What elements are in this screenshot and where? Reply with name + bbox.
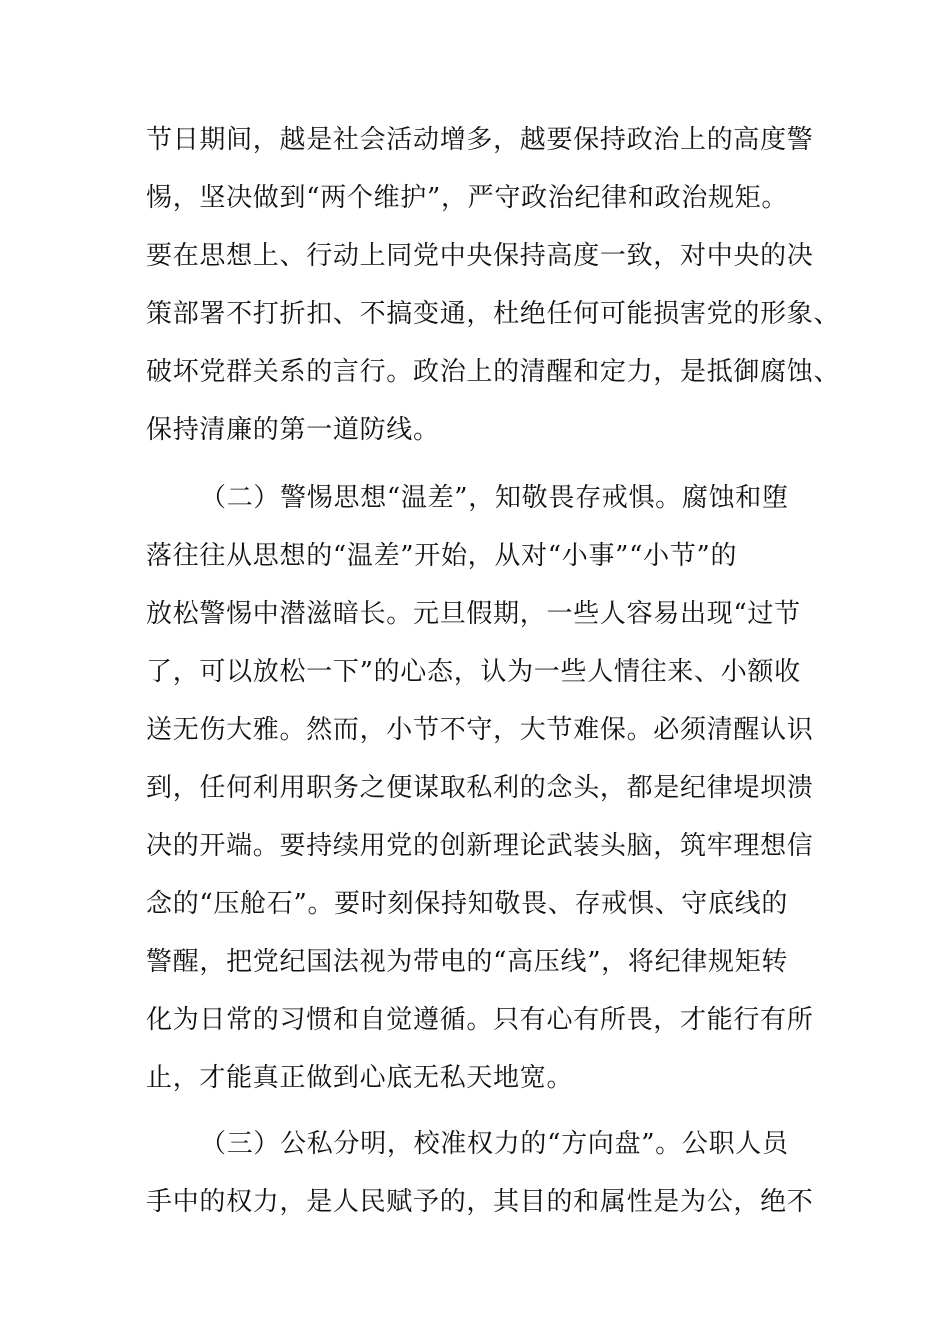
text-line: 送无伤大雅。然而，小节不守，大节难保。必须清醒认识 [146,715,814,745]
text-line: 策部署不打折扣、不搞变通，杜绝任何可能损害党的形象、 [146,299,841,329]
text-line: 了，可以放松一下”的心态，认为一些人情往来、小额收 [146,657,801,687]
text-line: 决的开端。要持续用党的创新理论武装头脑，筑牢理想信 [146,831,814,861]
section-heading-line: （三）公私分明，校准权力的“方向盘”。公职人员 [200,1129,789,1159]
section-heading-line: （二）警惕思想“温差”，知敬畏存戒惧。腐蚀和堕 [200,483,789,513]
text-line: 落往往从思想的“温差”开始，从对“小事”“小节”的 [146,541,738,571]
text-line: 化为日常的习惯和自觉遵循。只有心有所畏，才能行有所 [146,1005,814,1035]
text-line: 节日期间，越是社会活动增多，越要保持政治上的高度警 [146,125,814,155]
text-line: 警醒，把党纪国法视为带电的“高压线”，将纪律规矩转 [146,947,789,977]
text-line: 到，任何利用职务之便谋取私利的念头，都是纪律堤坝溃 [146,773,814,803]
text-line: 破坏党群关系的言行。政治上的清醒和定力，是抵御腐蚀、 [146,357,841,387]
text-line: 手中的权力，是人民赋予的，其目的和属性是为公，绝不 [146,1187,814,1217]
text-line: 要在思想上、行动上同党中央保持高度一致，对中央的决 [146,241,814,271]
text-line: 保持清廉的第一道防线。 [146,415,440,445]
text-line: 止，才能真正做到心底无私天地宽。 [146,1063,574,1093]
text-line: 惕，坚决做到“两个维护”，严守政治纪律和政治规矩。 [146,183,789,213]
text-line: 念的“压舱石”。要时刻保持知敬畏、存戒惧、守底线的 [146,889,789,919]
text-line: 放松警惕中潜滋暗长。元旦假期，一些人容易出现“过节 [146,599,801,629]
